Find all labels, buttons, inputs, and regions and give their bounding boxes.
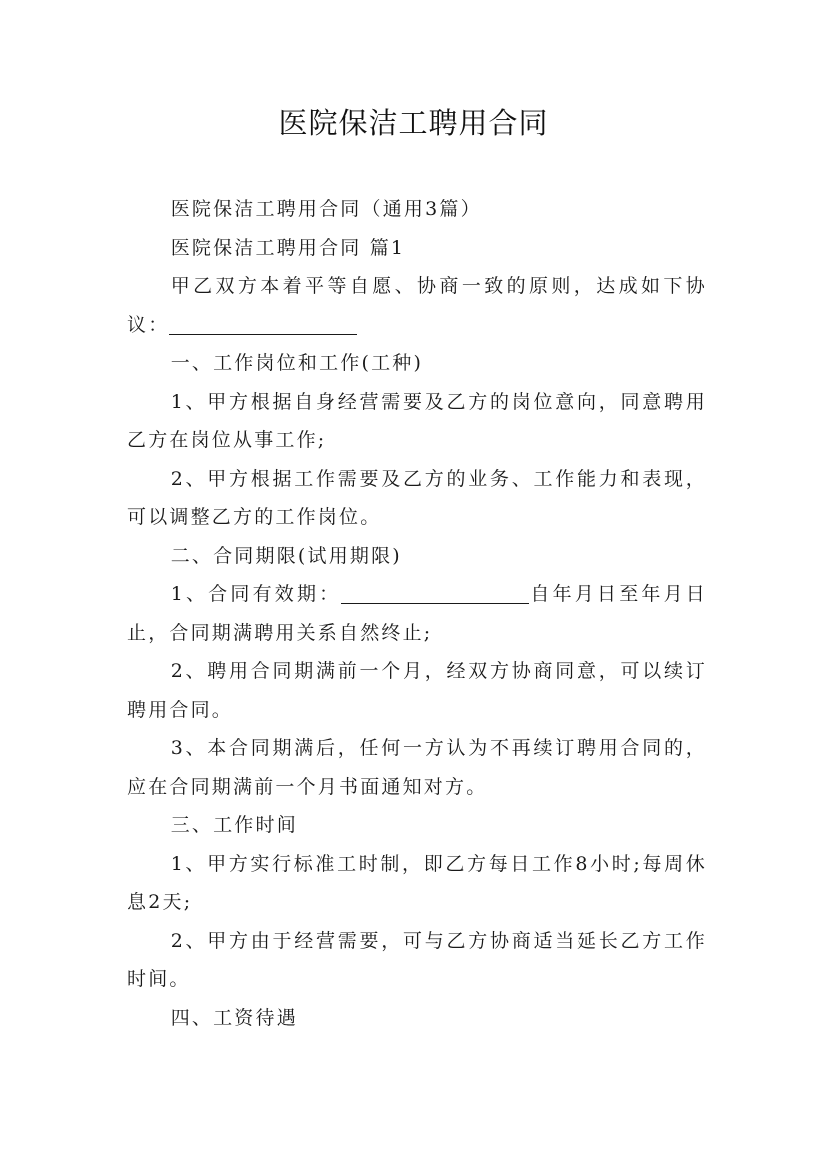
paragraph-clause: 2、聘用合同期满前一个月，经双方协商同意，可以续订聘用合同。 (127, 660, 707, 721)
paragraph-text: 甲乙双方本着平等自愿、协商一致的原则，达成如下协议： (127, 275, 707, 336)
paragraph-clause-heading: 三、工作时间 (170, 814, 298, 836)
paragraph-agreement-intro (127, 267, 707, 344)
paragraph-clause (127, 575, 707, 652)
paragraph-section-heading: 医院保洁工聘用合同 篇1 (170, 236, 406, 259)
paragraph-clause: 1、甲方实行标准工时制，即乙方每日工作8小时;每周休息2天; (127, 852, 707, 913)
paragraph-subtitle: 医院保洁工聘用合同（通用3篇） (170, 198, 482, 220)
paragraph-clause-heading: 二、合同期限(试用期限) (170, 544, 402, 567)
fill-in-blank (341, 581, 529, 604)
paragraph-clause: 3、本合同期满后，任何一方认为不再续订聘用合同的，应在合同期满前一个月书面通知对方。 (127, 737, 707, 798)
paragraph-clause-heading: 一、工作岗位和工作(工种) (170, 352, 424, 374)
fill-in-blank (169, 312, 357, 335)
paragraph-text: 1、合同有效期： (170, 583, 342, 605)
paragraph-clause: 2、甲方由于经营需要，可与乙方协商适当延长乙方工作时间。 (127, 929, 707, 990)
paragraph-text: 自年月日至年月日止，合同期满聘用关系自然终止; (127, 583, 707, 644)
paragraph-clause-heading: 四、工资待遇 (170, 1006, 298, 1029)
document-title: 医院保洁工聘用合同 (278, 106, 549, 140)
document-body (127, 190, 707, 1037)
paragraph-clause: 2、甲方根据工作需要及乙方的业务、工作能力和表现，可以调整乙方的工作岗位。 (127, 467, 707, 528)
paragraph-clause: 1、甲方根据自身经营需要及乙方的岗位意向，同意聘用乙方在岗位从事工作; (127, 390, 707, 451)
